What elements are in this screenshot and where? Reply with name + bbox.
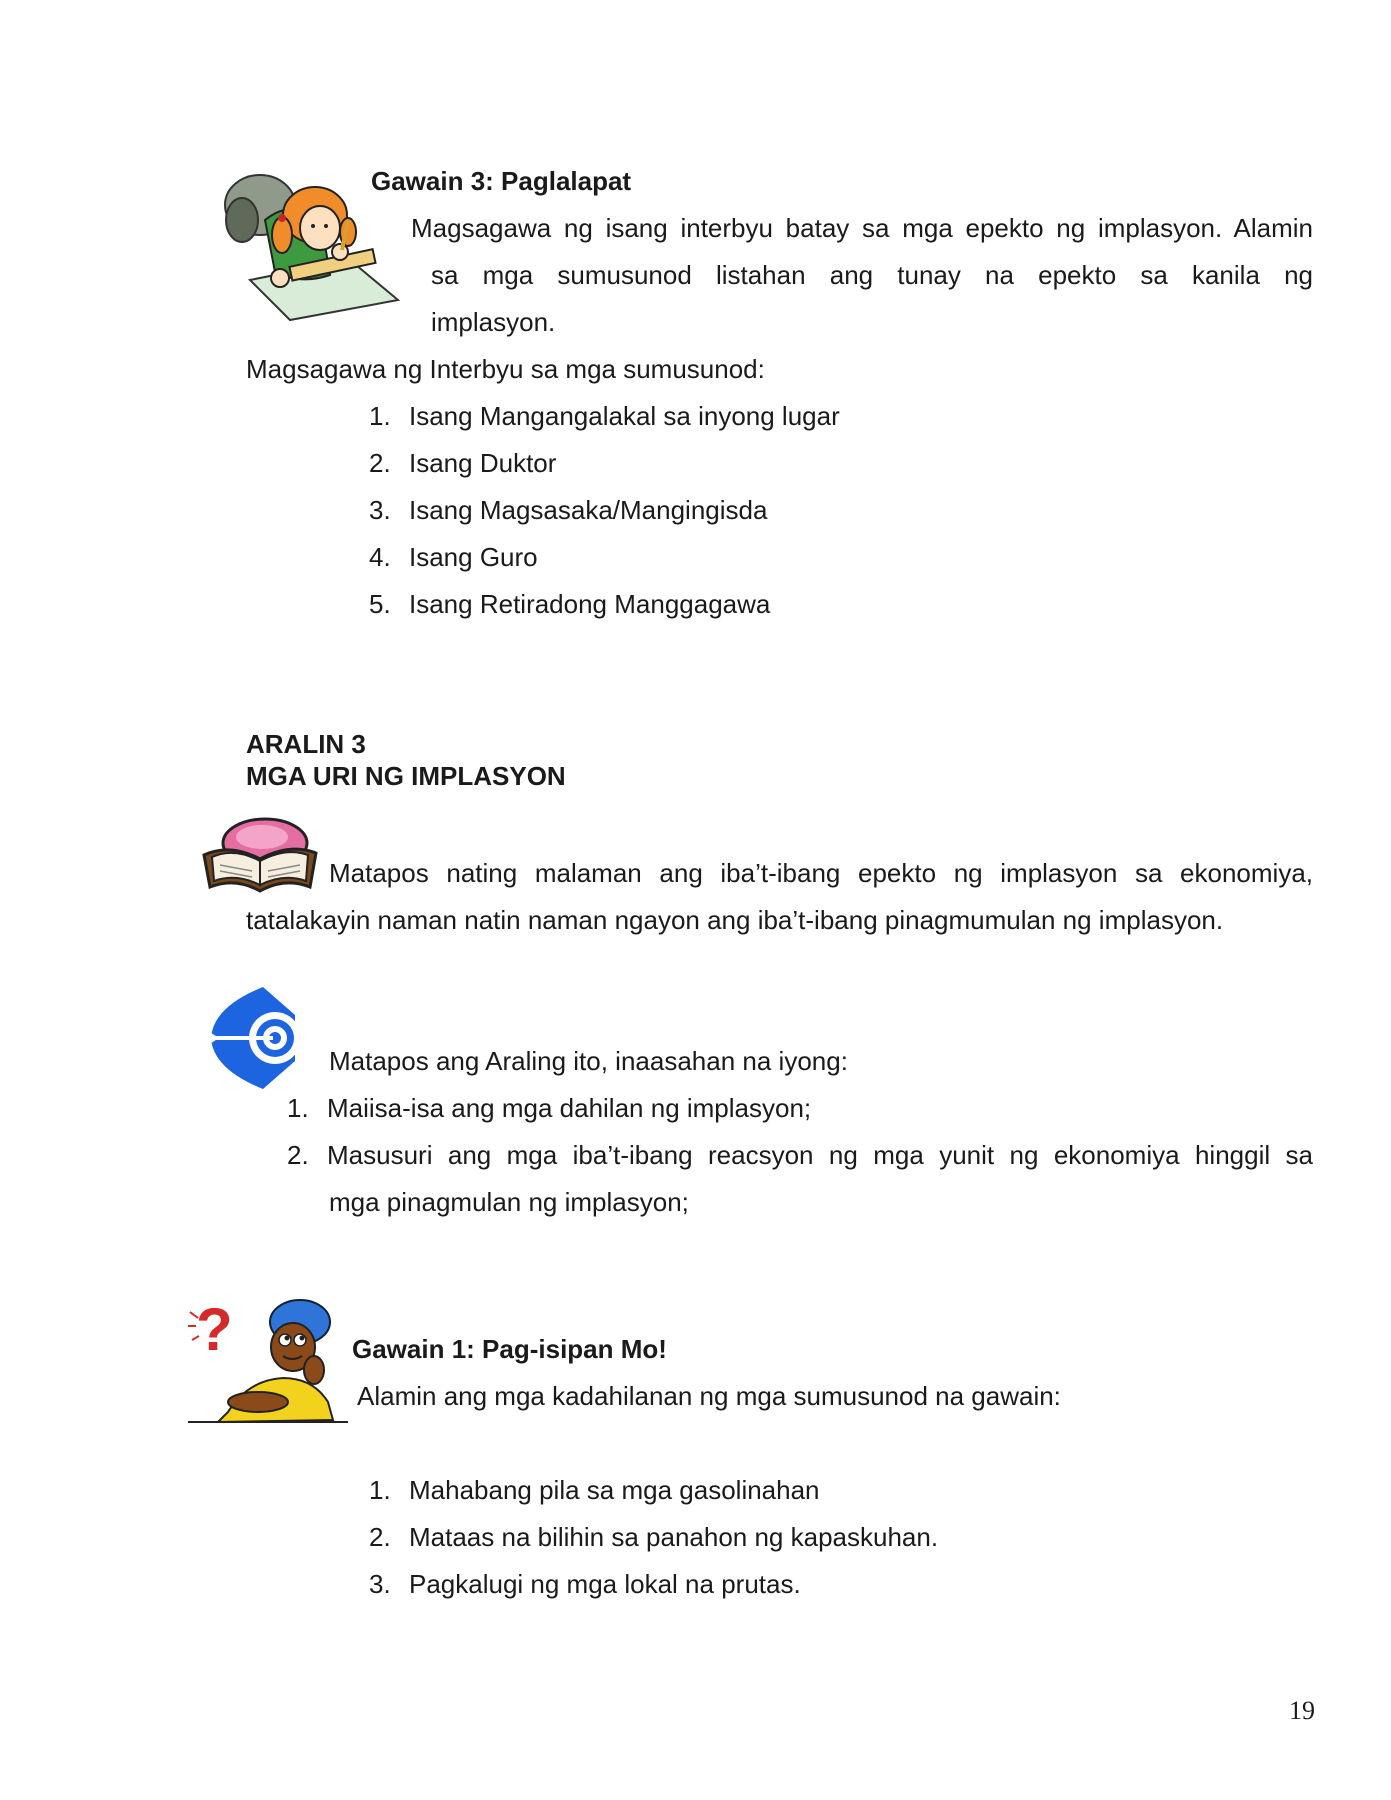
interview-list	[369, 401, 840, 636]
list-item: 2. Masusuri ang mga iba’t-ibang reacsyon ng mga yunit ng ekonomiya hinggil sa	[287, 1140, 1313, 1170]
intro-paragraph-line1: Matapos nating malaman ang iba’t-ibang epekto ng implasyon sa ekonomiya,	[329, 858, 1313, 888]
activity3-paragraph-line1: Magsagawa ng isang interbyu batay sa mga epekto ng implasyon. Alamin	[411, 213, 1313, 243]
page-number: 19	[1289, 1696, 1315, 1725]
activity1-title: Gawain 1: Pag-isipan Mo!	[352, 1334, 667, 1364]
activity1-list	[369, 1475, 938, 1616]
intro-paragraph	[246, 858, 1313, 952]
interview-intro: Magsagawa ng Interbyu sa mga sumusunod:	[246, 354, 765, 384]
thinking-person-illustration	[188, 1292, 348, 1427]
list-item: 3. Isang Magsasaka/Mangingisda	[369, 495, 768, 525]
list-item: 3. Pagkalugi ng mga lokal na prutas.	[369, 1569, 801, 1599]
objectives-lead: Matapos ang Araling ito, inaasahan na iyong:	[329, 1046, 848, 1076]
list-item: 1. Isang Mangangalakal sa inyong lugar	[369, 401, 840, 431]
target-arrow-icon	[203, 985, 308, 1090]
activity3-title: Gawain 3: Paglalapat	[371, 166, 632, 196]
objectives-list	[287, 1093, 1313, 1234]
activity3-paragraph	[411, 213, 1313, 354]
list-item: 5. Isang Retiradong Manggagawa	[369, 589, 771, 619]
svg-text:?: ?	[196, 1296, 233, 1363]
list-item: 2. Isang Duktor	[369, 448, 557, 478]
list-item: 2. Mataas na bilihin sa panahon ng kapaskuhan.	[369, 1522, 939, 1552]
activity3-paragraph-line3: implasyon.	[431, 307, 556, 337]
lesson-title: MGA URI NG IMPLASYON	[246, 761, 566, 791]
list-item: 1. Maiisa-isa ang mga dahilan ng implasyon;	[287, 1093, 812, 1123]
list-item: 4. Isang Guro	[369, 542, 538, 572]
list-item: 1. Mahabang pila sa mga gasolinahan	[369, 1475, 820, 1505]
lesson-label: ARALIN 3	[246, 729, 366, 759]
intro-paragraph-line2: tatalakayin naman natin naman ngayon ang iba’t-ibang pinagmumulan ng implasyon.	[246, 905, 1224, 935]
activity3-paragraph-line2: sa mga sumusunod listahan ang tunay na epekto sa kanila ng	[431, 260, 1313, 290]
list-item-continuation: mga pinagmulan ng implasyon;	[329, 1187, 689, 1217]
activity1-instruction: Alamin ang mga kadahilanan ng mga sumusunod na gawain:	[357, 1381, 1061, 1411]
